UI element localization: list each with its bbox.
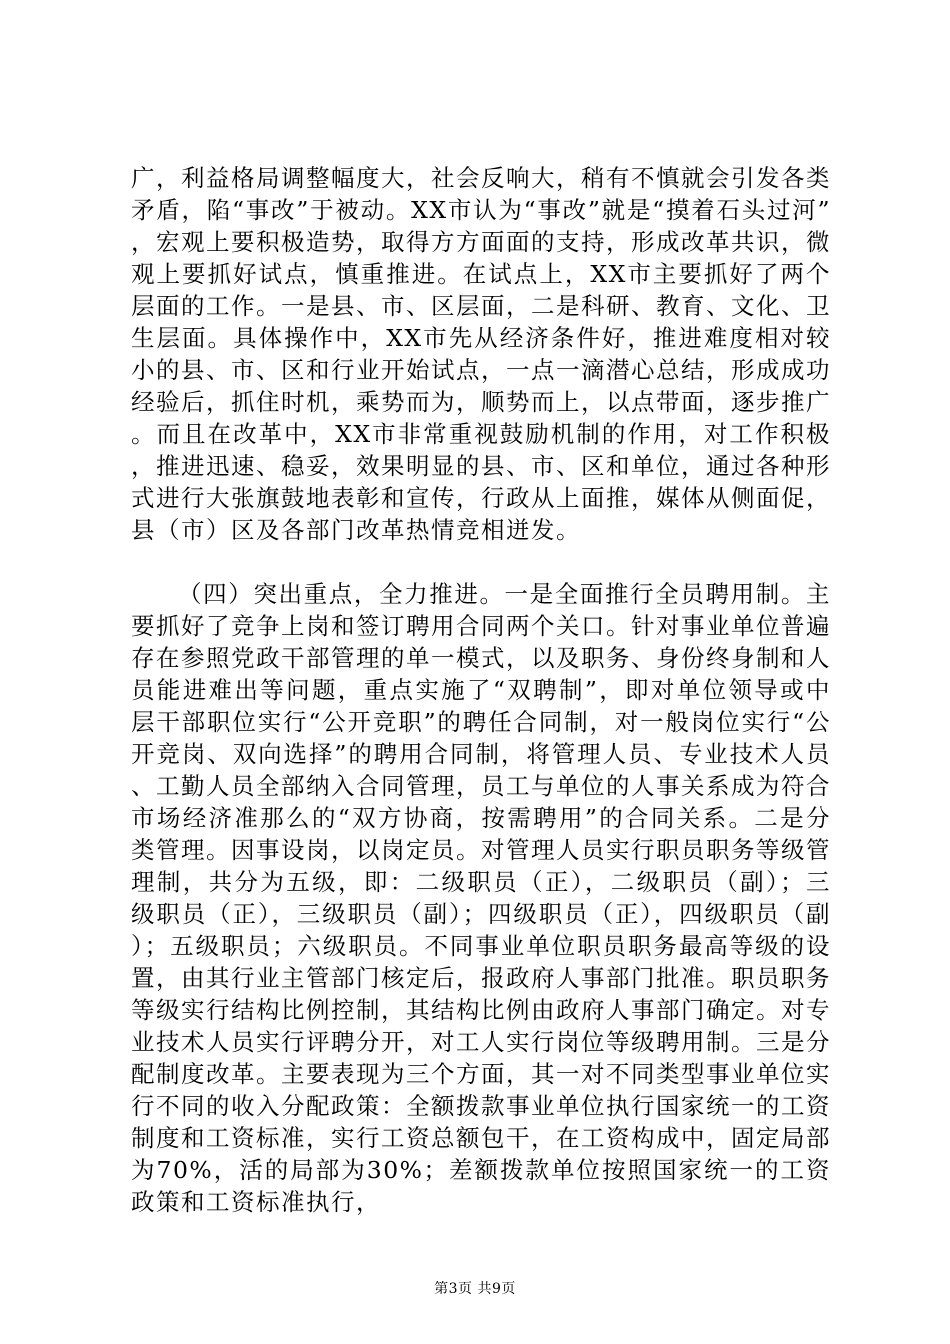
paragraph-section-four: （四）突出重点，全力推进。一是全面推行全员聘用制。主要抓好了竞争上岗和签订聘用合同两个关口。针对事业单位普遍存在参照党政干部管理的单一模式，以及职务、身份终身制和人员能进难出等问题，重点实施了“双聘制”，即对单位领导或中层干部职位实行“公开竞职”的聘任合同制，对一般岗位实行“公开竞岗、双向选择”的聘用合同制，将管理人员、专业技术人员、工勤人员全部纳入合同管理，员工与单位的人事关系成为符合市场经济准那么的“双方协商，按需聘用”的合同关系。二是分类管理。因事设岗，以岗定员。对管理人员实行职员职务等级管理制，共分为五级，即：二级职员（正），二级职员（副）；三级职员（正），三级职员（副）；四级职员（正），四级职员（副）；五级职员；六级职员。不同事业单位职员职务最高等级的设置，由其行业主管部门核定后，报政府人事部门批准。职员职务等级实行结构比例控制，其结构比例由政府人事部门确定。对专业技术人员实行评聘分开，对工人实行岗位等级聘用制。三是分配制度改革。主要表现为三个方面，其一对不同类型事业单位实行不同的收入分配政策：全额拨款事业单位执行国家统一的工资制度和工资标准，实行工资总额包干，在工资构成中，固定局部为70%，活的局部为30%；差额拨款单位按照国家统一的工资政策和工资标准执行， <box>131 580 831 1216</box>
body-text <box>131 162 831 1218</box>
paragraph-continuation: 广，利益格局调整幅度大，社会反响大，稍有不慎就会引发各类矛盾，陷“事改”于被动。XX市认为“事改”就是“摸着石头过河”，宏观上要积极造势，取得方方面面的支持，形成改革共识，微观上要抓好试点，慎重推进。在试点上，XX市主要抓好了两个层面的工作。一是县、市、区层面，二是科研、教育、文化、卫生层面。具体操作中，XX市先从经济条件好，推进难度相对较小的县、市、区和行业开始试点，一点一滴潜心总结，形成成功经验后，抓住时机，乘势而为，顺势而上，以点带面，逐步推广。而且在改革中，XX市非常重视鼓励机制的作用，对工作积极，推进迅速、稳妥，效果明显的县、市、区和单位，通过各种形式进行大张旗鼓地表彰和宣传，行政从上面推，媒体从侧面促，县（市）区及各部门改革热情竞相迸发。 <box>131 164 831 544</box>
page-footer: 第3页 共9页 <box>434 1281 516 1297</box>
